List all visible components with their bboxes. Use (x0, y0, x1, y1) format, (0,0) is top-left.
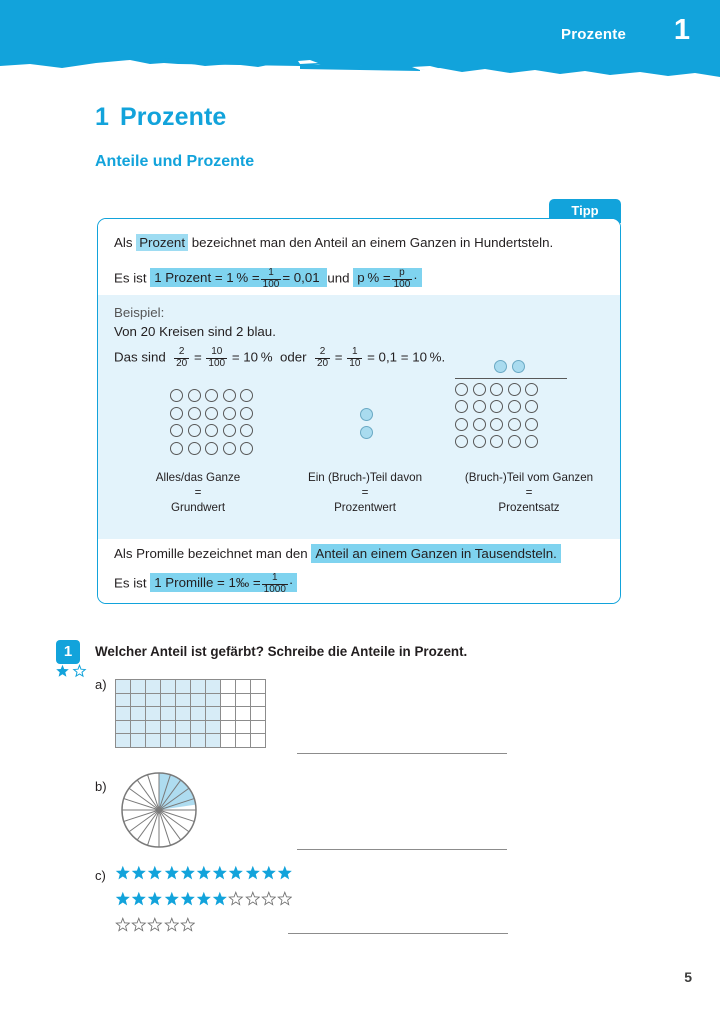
circle-outline (490, 435, 503, 448)
circle-outline (205, 407, 218, 420)
star-filled-icon[interactable] (261, 865, 277, 880)
fraction-2-over-20-b (315, 347, 330, 369)
circle-outline (240, 389, 253, 402)
fraction-p-over-100 (392, 268, 413, 290)
page-title (95, 103, 226, 132)
circle-outline (170, 442, 183, 455)
grid-cell[interactable] (161, 721, 176, 735)
circle-outline (188, 442, 201, 455)
star-outline-icon[interactable] (245, 891, 261, 906)
exercise-number-badge: 1 (56, 640, 80, 664)
grid-cell[interactable] (146, 694, 161, 708)
numerator: 2 (178, 346, 185, 357)
star-filled-icon[interactable] (147, 865, 163, 880)
grid-cell[interactable] (191, 707, 206, 721)
grid-cell[interactable] (191, 734, 206, 748)
caption-line-3: Prozentwert (334, 500, 396, 514)
numerator: p (399, 267, 405, 278)
circle-outline (240, 424, 253, 437)
grid-cell[interactable] (206, 734, 221, 748)
circle-outline (455, 400, 468, 413)
formula-period: · (288, 575, 294, 591)
caption-line-3: Grundwert (170, 500, 226, 514)
circle-outline (223, 442, 236, 455)
fraction-2-over-20-a (174, 347, 189, 369)
star-outline-icon[interactable] (180, 917, 196, 932)
circle-outline (223, 407, 236, 420)
pie-spoke (159, 810, 189, 832)
circle-row (170, 389, 253, 402)
circle-outline (188, 424, 201, 437)
circle-row (455, 418, 567, 431)
circles-group-grundwert (170, 389, 253, 459)
item-label-b: b) (95, 779, 107, 794)
grid-cell[interactable] (116, 707, 131, 721)
circle-outline (473, 435, 486, 448)
grid-cell[interactable] (236, 694, 251, 708)
numerator: 2 (319, 346, 326, 357)
section-title: Anteile und Prozente (95, 153, 255, 170)
promille-prefix: Als Promille bezeichnet man den (114, 546, 308, 561)
result-1: = 10 % (231, 349, 273, 365)
circle-outline (490, 400, 503, 413)
star-filled-icon[interactable] (212, 891, 228, 906)
circle-outline (473, 418, 486, 431)
answer-line-b[interactable] (297, 849, 507, 850)
numerator: 10 (211, 346, 223, 357)
star-filled-icon[interactable] (180, 865, 196, 880)
grid-cell[interactable] (116, 694, 131, 708)
circle-outline (473, 400, 486, 413)
pie-chart-b[interactable] (119, 770, 199, 850)
example-calculation (114, 347, 445, 369)
fraction-1-over-100 (261, 268, 282, 290)
chapter-title-text: Prozente (120, 103, 227, 131)
grid-cell[interactable] (146, 680, 161, 694)
formula-1-prozent (150, 267, 327, 290)
circle-outline (205, 389, 218, 402)
formula-prefix: Es ist (114, 575, 147, 591)
circles-group-prozentwert (360, 408, 373, 443)
example-label: Beispiel: (114, 305, 165, 320)
pie-spoke (159, 810, 194, 821)
star-outline-icon[interactable] (277, 891, 293, 906)
star-filled-icon[interactable] (164, 891, 180, 906)
circle-filled (494, 360, 507, 373)
circle-filled (360, 426, 373, 439)
formula-prefix: Es ist (114, 270, 147, 286)
star-filled-icon[interactable] (131, 865, 147, 880)
alternative-conjunction: oder (279, 349, 307, 365)
circle-row-numerator (455, 360, 567, 373)
star-row-2[interactable] (115, 891, 293, 906)
chapter-number: 1 (95, 103, 110, 131)
circle-row (170, 407, 253, 420)
circle-outline (170, 424, 183, 437)
fraction-1-over-1000 (262, 573, 288, 595)
caption-line-3: Prozentsatz (498, 500, 560, 514)
definition-promille-line (114, 546, 561, 561)
circle-row (360, 408, 373, 421)
circle-outline (455, 435, 468, 448)
grid-cell[interactable] (146, 707, 161, 721)
star-filled-icon[interactable] (277, 865, 293, 880)
grid-cell[interactable] (176, 721, 191, 735)
tipp-tab: Tipp (549, 199, 621, 223)
formula-line-promille (114, 573, 297, 595)
star-filled-icon[interactable] (228, 865, 244, 880)
header-title: Prozente (561, 26, 626, 43)
pie-spoke (124, 810, 159, 821)
grid-cell[interactable] (191, 694, 206, 708)
grid-cell[interactable] (116, 734, 131, 748)
pie-spoke (159, 810, 170, 845)
circle-filled (360, 408, 373, 421)
pie-spoke (129, 810, 159, 832)
grid-cell[interactable] (221, 707, 236, 721)
caption-prozentwert (283, 471, 447, 515)
grid-cell[interactable] (251, 680, 266, 694)
circle-outline (223, 389, 236, 402)
page-number: 5 (684, 969, 692, 985)
denominator: 20 (316, 357, 329, 369)
star-filled-icon[interactable] (115, 891, 131, 906)
grid-cell[interactable] (146, 734, 161, 748)
denominator: 20 (176, 357, 188, 369)
star-filled-icon[interactable] (147, 891, 163, 906)
circles-group-prozentsatz (455, 360, 567, 453)
formula-1-lhs: 1 Prozent = 1 % = (154, 270, 260, 286)
grid-cell[interactable] (221, 680, 236, 694)
numerator: 1 (268, 267, 274, 278)
grid-cell[interactable] (161, 707, 176, 721)
star-filled-icon[interactable] (164, 865, 180, 880)
fraction-10-over-100 (206, 347, 227, 369)
circle-outline (490, 383, 503, 396)
star-filled-icon[interactable] (131, 891, 147, 906)
caption-line-2: = (525, 485, 533, 499)
fraction-bar (455, 378, 567, 379)
circle-outline (508, 418, 521, 431)
circle-outline (508, 435, 521, 448)
star-row-1[interactable] (115, 865, 293, 880)
formula-2-lhs: p % = (357, 270, 391, 286)
star-filled-icon[interactable] (180, 891, 196, 906)
pie-spoke (129, 788, 159, 810)
numerator: 1 (352, 346, 358, 357)
circle-outline (455, 383, 468, 396)
grid-cell[interactable] (221, 694, 236, 708)
caption-line-1: (Bruch-)Teil vom Ganzen (464, 471, 594, 484)
grid-cell[interactable] (131, 734, 146, 748)
grid-cell[interactable] (116, 721, 131, 735)
example-text: Von 20 Kreisen sind 2 blau. (114, 324, 276, 339)
caption-line-2: = (361, 485, 369, 499)
star-filled-icon[interactable] (196, 891, 212, 906)
grid-cell[interactable] (191, 680, 206, 694)
grid-cell[interactable] (236, 680, 251, 694)
circle-outline (223, 424, 236, 437)
circle-row (455, 400, 567, 413)
star-outline-icon[interactable] (147, 917, 163, 932)
formula-p-prozent (353, 267, 421, 290)
calc-prefix: Das sind (114, 349, 166, 365)
header-chapter-number: 1 (673, 14, 690, 46)
grid-cell[interactable] (176, 694, 191, 708)
grid-diagram-a[interactable] (115, 679, 266, 748)
difficulty-rating (55, 664, 89, 680)
circle-row (170, 442, 253, 455)
grid-cell[interactable] (221, 721, 236, 735)
grid-cell[interactable] (131, 680, 146, 694)
answer-line-a[interactable] (297, 753, 507, 754)
circle-outline (525, 383, 538, 396)
pie-spoke (124, 799, 159, 810)
pie-spoke (137, 810, 159, 840)
circle-outline (508, 400, 521, 413)
grid-cell[interactable] (221, 734, 236, 748)
grid-cell[interactable] (161, 734, 176, 748)
denominator: 100 (208, 357, 226, 369)
caption-line-1: Ein (Bruch-)Teil davon (307, 471, 423, 484)
pie-spoke (159, 810, 181, 840)
grid-cell[interactable] (251, 694, 266, 708)
circle-outline (170, 407, 183, 420)
circle-outline (205, 442, 218, 455)
grid-cell[interactable] (206, 680, 221, 694)
grid-cell[interactable] (131, 721, 146, 735)
circle-outline (490, 418, 503, 431)
pie-spoke (148, 810, 159, 845)
star-filled-icon[interactable] (196, 865, 212, 880)
grid-cell[interactable] (236, 734, 251, 748)
caption-line-2: = (194, 485, 202, 499)
eq-sign-2: = (334, 349, 343, 365)
grid-cell[interactable] (146, 721, 161, 735)
grid-cell[interactable] (116, 680, 131, 694)
circle-outline (473, 383, 486, 396)
grid-cell[interactable] (131, 694, 146, 708)
circle-row (455, 383, 567, 396)
formula-line-prozent (114, 268, 422, 290)
circle-outline (205, 424, 218, 437)
grid-cell[interactable] (161, 680, 176, 694)
grid-cell[interactable] (161, 694, 176, 708)
torn-edge-decoration (0, 52, 720, 92)
grid-cell[interactable] (206, 694, 221, 708)
circle-outline (525, 435, 538, 448)
star-outline-icon[interactable] (115, 917, 131, 932)
circle-row (170, 424, 253, 437)
caption-prozentsatz (447, 471, 611, 515)
pie-spoke (137, 780, 159, 810)
circle-outline (188, 407, 201, 420)
definition-prozent-line (114, 235, 553, 250)
circle-outline (525, 400, 538, 413)
pie-spoke (148, 775, 159, 810)
result-2: = 0,1 = 10 %. (367, 349, 446, 365)
denominator: 1000 (263, 583, 286, 595)
grid-cell[interactable] (251, 721, 266, 735)
grid-cell[interactable] (176, 734, 191, 748)
grid-cell[interactable] (191, 721, 206, 735)
circle-outline (240, 442, 253, 455)
denominator: 100 (393, 278, 411, 290)
star-outline-icon[interactable] (261, 891, 277, 906)
grid-cell[interactable] (206, 707, 221, 721)
star-outline-icon[interactable] (164, 917, 180, 932)
numerator: 1 (271, 572, 278, 583)
star-filled-icon[interactable] (212, 865, 228, 880)
circle-outline (508, 383, 521, 396)
circle-outline (240, 407, 253, 420)
def-prefix: Als (114, 235, 133, 250)
formula-1-rhs: = 0,01 (282, 270, 320, 286)
fraction-1-over-10 (347, 347, 362, 369)
def-keyword-prozent: Prozent (136, 234, 188, 251)
grid-cell[interactable] (251, 707, 266, 721)
grid-cell[interactable] (176, 707, 191, 721)
circle-outline (525, 418, 538, 431)
formula-conjunction: und (327, 270, 350, 286)
def-suffix: bezeichnet man den Anteil an einem Ganzen in Hundertsteln. (191, 235, 554, 250)
eq-sign-1: = (193, 349, 202, 365)
grid-cell[interactable] (131, 707, 146, 721)
grid-cell[interactable] (236, 707, 251, 721)
star-outline-icon[interactable] (228, 891, 244, 906)
formula-lhs: 1 Promille = 1‰ = (154, 575, 261, 591)
star-outline-icon[interactable] (131, 917, 147, 932)
tipp-box (97, 218, 621, 604)
circle-row (455, 435, 567, 448)
grid-cell[interactable] (236, 721, 251, 735)
item-label-c: c) (95, 868, 106, 883)
grid-cell[interactable] (251, 734, 266, 748)
star-filled-icon[interactable] (115, 865, 131, 880)
caption-line-1: Alles/das Ganze (155, 471, 241, 484)
answer-line-c[interactable] (288, 933, 508, 934)
denominator: 10 (349, 357, 361, 369)
circle-filled (512, 360, 525, 373)
circle-outline (170, 389, 183, 402)
formula-1-promille (150, 572, 297, 595)
exercise-prompt: Welcher Anteil ist gefärbt? Schreibe die Anteile in Prozent. (95, 644, 468, 659)
circle-outline (188, 389, 201, 402)
circle-outline (455, 418, 468, 431)
star-row-3[interactable] (115, 917, 196, 932)
promille-keyword: Anteil an einem Ganzen in Tausendsteln. (311, 544, 560, 563)
grid-cell[interactable] (206, 721, 221, 735)
formula-2-period: · (413, 270, 418, 286)
difficulty-stars-icon (55, 664, 89, 678)
denominator: 100 (262, 278, 280, 290)
caption-grundwert (118, 471, 278, 515)
item-label-a: a) (95, 677, 107, 692)
grid-cell[interactable] (176, 680, 191, 694)
circle-row (360, 426, 373, 439)
star-filled-icon[interactable] (245, 865, 261, 880)
